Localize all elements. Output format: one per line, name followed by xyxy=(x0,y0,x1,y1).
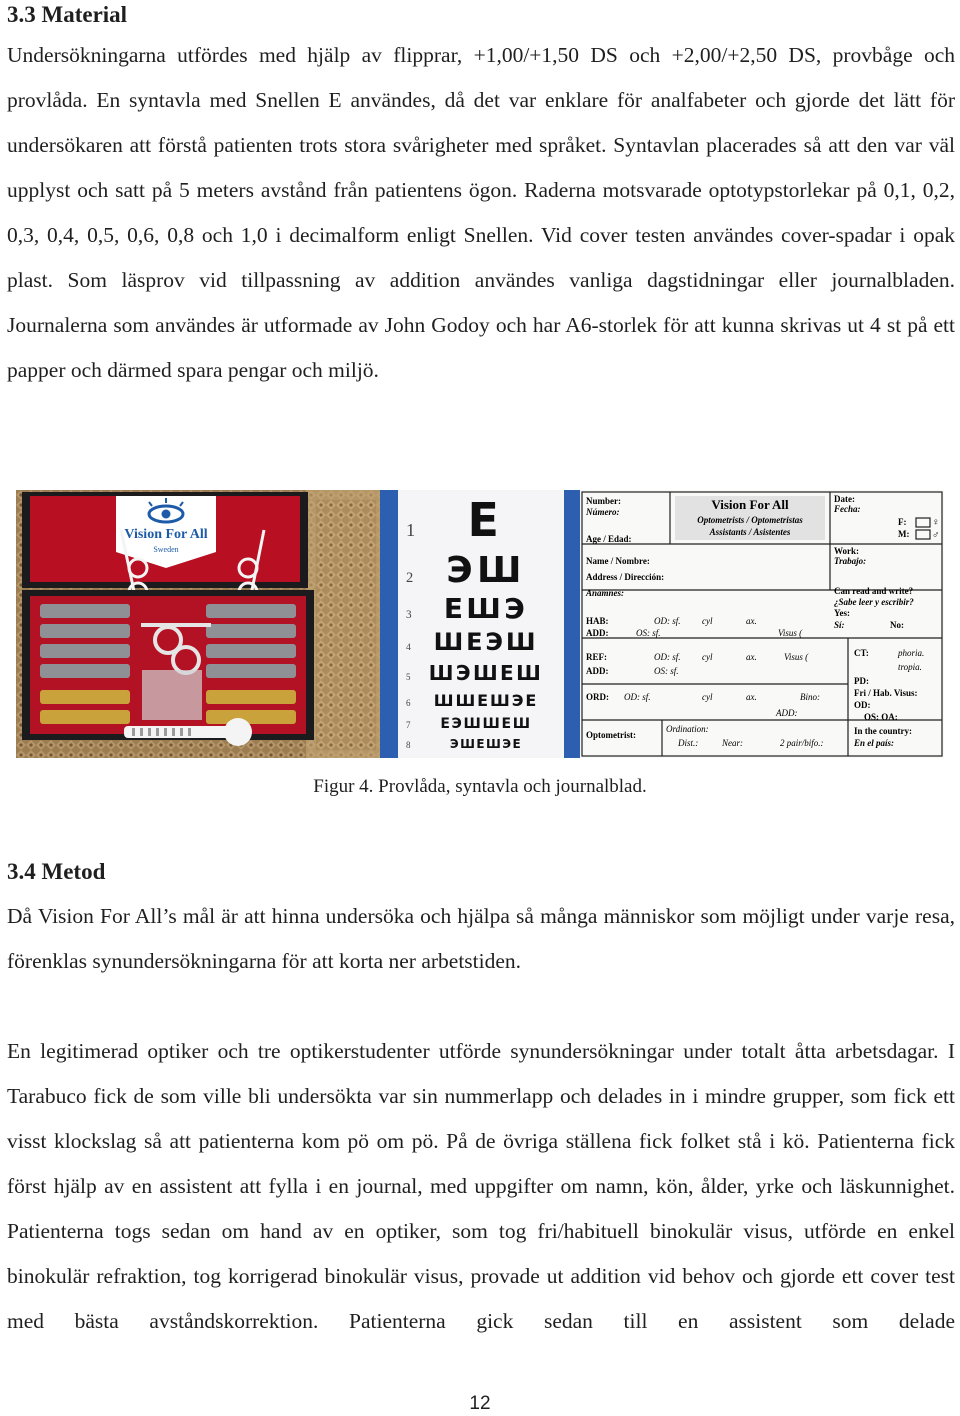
male-symbol-icon: ♂ xyxy=(932,530,940,541)
journal-cyl-1: cyl xyxy=(702,616,713,626)
journal-f: F: xyxy=(898,517,907,527)
journal-sabe: ¿Sabe leer y escribir? xyxy=(834,597,914,607)
journal-od-sf-3: OD: sf. xyxy=(624,692,651,702)
journal-title: Vision For All xyxy=(711,497,789,512)
journal-hab: HAB: xyxy=(586,616,609,626)
chart-optotype-row: E xyxy=(467,493,505,547)
chart-optotype-row: ШЭШЕШ xyxy=(428,661,544,685)
chart-row-number: 3 xyxy=(406,609,412,621)
journal-bino: Bino: xyxy=(800,692,820,702)
journal-od-sf-2: OD: sf. xyxy=(654,652,681,662)
chart-optotype-row: ШЕЭШ xyxy=(433,628,539,656)
logo-subtext: Sweden xyxy=(153,545,179,554)
journal-m: M: xyxy=(898,529,910,539)
journal-fri-hab: Fri / Hab. Visus: xyxy=(854,688,918,698)
journal-pair: 2 pair/bifo.: xyxy=(780,738,824,748)
journal-phoria: phoria. xyxy=(898,648,925,658)
journal-od: OD: xyxy=(854,700,871,710)
section-heading-material: 3.3 Material xyxy=(7,2,128,27)
journal-yes: Yes: xyxy=(834,608,850,618)
journal-optometrist: Optometrist: xyxy=(586,730,636,740)
journal-numero: Número: xyxy=(586,507,620,517)
journal-os-sf-2: OS: sf. xyxy=(654,666,679,676)
female-symbol-icon: ♀ xyxy=(932,517,940,528)
journal-trabajo: Trabajo: xyxy=(834,556,867,566)
figure-caption: Figur 4. Provlåda, syntavla och journalblad. xyxy=(313,776,647,797)
journal-country: In the country: xyxy=(854,726,912,736)
chart-row-number: 5 xyxy=(406,672,411,682)
journal-subtitle2: Assistants / Asistentes xyxy=(709,527,791,537)
journal-add1: ADD: xyxy=(586,628,609,638)
journal-near: Near: xyxy=(722,738,743,748)
journal-ordination: Ordination: xyxy=(666,724,709,734)
method-paragraph-2: En legitimerad optiker och tre optikerstudenter utförde synundersökningar under totalt åtta arbetsdagar. I Tarabuco fick de som ville bli undersökta var sin nummerlapp och delades in i mindre grupper, som fick ett visst klockslag så att patienterna kom pö om pö. På de övriga ställena fick folket stå i kö. Patienterna fick först hjälp av en assistent att fylla i en journal, med uppgifter om namn, kön, ålder, yrke och läskunnighet. Patienterna togs sedan om hand av en optiker, som tog fri/habituell binokulär visus, utförde en enkel binokulär refraktion, tog korrigerad binokulär visus, provade ut addition vid behov och gjorde ett cover test med bästa avståndskorrektion. Patienterna gick sedan till en assistent som delade xyxy=(7,1039,955,1333)
figure-4 xyxy=(16,490,944,758)
journal-anamnes: Anamnes: xyxy=(586,588,625,598)
journal-read-write: Can read and write? xyxy=(834,586,914,596)
journal-ord: ORD: xyxy=(586,692,609,702)
journal-cyl-2: cyl xyxy=(702,652,713,662)
journal-pd: PD: xyxy=(854,676,869,686)
chart-row-number: 1 xyxy=(406,520,416,540)
journal-add3: ADD: xyxy=(776,708,798,718)
journal-number: Number: xyxy=(586,496,621,506)
journal-ax-2: ax. xyxy=(746,652,757,662)
journal-os-oa: OS: OA: xyxy=(864,712,898,722)
journal-no: No: xyxy=(890,620,904,630)
journal-ax-3: ax. xyxy=(746,692,757,702)
chart-optotype-row: ЭШЕШЭЕ xyxy=(449,737,523,751)
method-paragraph-1: Då Vision For All’s mål är att hinna undersöka och hjälpa så många människor som möjligt under varje resa, förenklas synundersökningarna för att korta ner arbetstiden. xyxy=(7,904,955,973)
chart-row-number: 8 xyxy=(406,740,411,750)
journal-tropia: tropia. xyxy=(898,662,922,672)
journal-od-sf-1: OD: sf. xyxy=(654,616,681,626)
journal-si: Sí: xyxy=(834,620,845,630)
journal-cyl-3: cyl xyxy=(702,692,713,702)
chart-optotype-row: ЕШЭ xyxy=(443,592,529,625)
journal-date: Date: xyxy=(834,494,855,504)
journal-age: Age / Edad: xyxy=(586,534,632,544)
eye-chart-photo xyxy=(380,490,580,758)
journal-visus-1: Visus ( xyxy=(778,628,803,638)
journal-address: Address / Dirección: xyxy=(586,572,665,582)
logo-text: Vision For All xyxy=(124,527,208,542)
journal-dist: Dist.: xyxy=(678,738,699,748)
journal-ax-1: ax. xyxy=(746,616,757,626)
chart-row-number: 6 xyxy=(406,698,411,708)
journal-visus-2: Visus ( xyxy=(784,652,809,662)
section-heading-method: 3.4 Metod xyxy=(7,859,106,884)
chart-row-number: 2 xyxy=(406,570,414,586)
chart-optotype-row: ЕЭШШЕШ xyxy=(440,716,532,732)
journal-fecha: Fecha: xyxy=(834,504,861,514)
page-number: 12 xyxy=(469,1393,491,1414)
journal-name: Name / Nombre: xyxy=(586,556,650,566)
chart-optotype-row: ШШЕШЭЕ xyxy=(433,691,539,710)
journal-work: Work: xyxy=(834,546,860,556)
material-paragraph: Undersökningarna utfördes med hjälp av flipprar, +1,00/+1,50 DS och +2,00/+2,50 DS, provbåge och provlåda. En syntavla med Snellen E användes, då det var enklare för analfabeter och gjorde det lätt för undersökaren att förstå patienten trots stora svårigheter med språket. Syntavlan placerades så att den var väl upplyst och satt på 5 meters avstånd från patientens ögon. Raderna motsvarade optotypstorlekar på 0,1, 0,2, 0,3, 0,4, 0,5, 0,6, 0,8 och 1,0 i decimalform enligt Snellen. Vid cover testen användes cover-spadar i opak plast. Som läsprov vid tillpassning av addition användes vanliga dagstidningar eller journalbladen. Journalerna som användes är utformade av John Godoy och har A6-storlek för att kunna skrivas ut 4 st på ett papper och därmed spara pengar och miljö. xyxy=(7,43,955,382)
journal-add2: ADD: xyxy=(586,666,609,676)
journal-subtitle1: Optometrists / Optometristas xyxy=(697,515,803,525)
chart-optotype-row: ЭШ xyxy=(446,550,526,591)
journal-sheet-photo xyxy=(580,490,944,758)
journal-en-el-pais: En el país: xyxy=(854,738,895,748)
trial-lens-box-photo xyxy=(16,490,380,758)
chart-row-number: 7 xyxy=(406,720,411,730)
journal-ct: CT: xyxy=(854,648,869,658)
chart-row-number: 4 xyxy=(406,642,411,653)
journal-ref: REF: xyxy=(586,652,607,662)
journal-os-sf-1: OS: sf. xyxy=(636,628,661,638)
